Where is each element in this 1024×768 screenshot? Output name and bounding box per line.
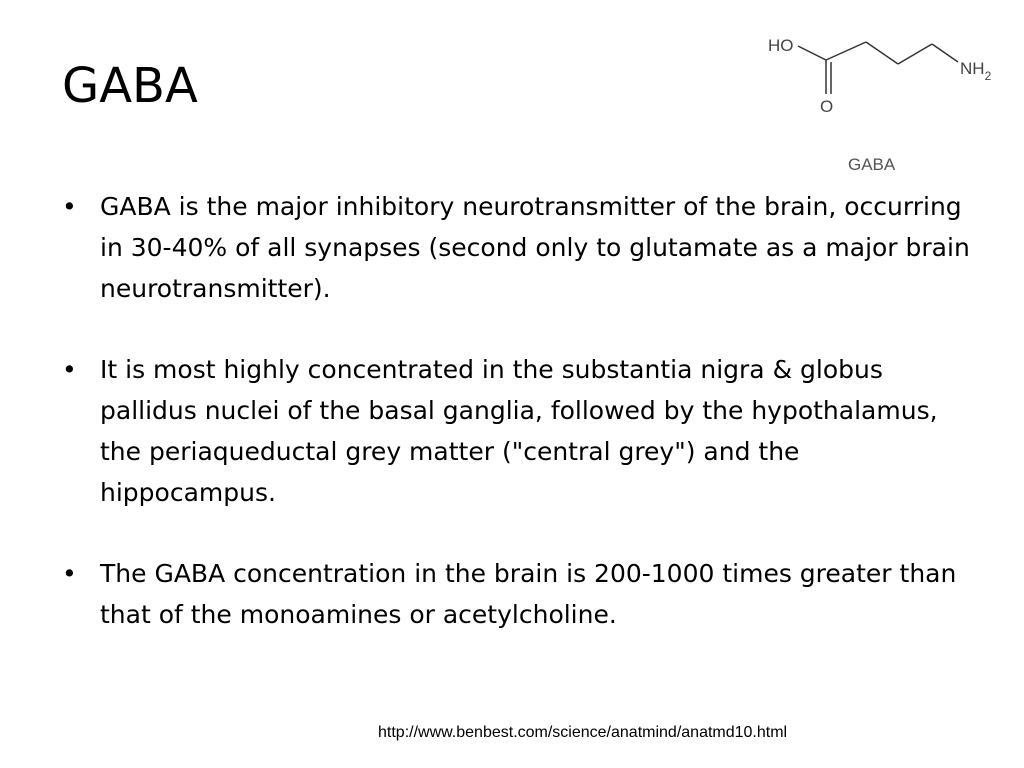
bond-c1-c2 — [826, 42, 866, 60]
ho-label: HO — [768, 36, 794, 55]
bullet-item — [60, 553, 980, 635]
bullet-item — [60, 349, 980, 513]
bullet-marker: • — [62, 192, 77, 221]
bullet-text: GABA is the major inhibitory neurotransmitter of the brain, occurring in 30-40% of all synapses (second only to glutamate as a major brain neurotransmitter). — [100, 192, 970, 303]
gaba-structure-diagram — [760, 24, 1010, 184]
bond-c3-c4 — [898, 44, 932, 64]
nh-label: $NH_2$ — [960, 59, 992, 83]
bullet-marker: • — [62, 559, 77, 588]
bond-c4-n — [932, 44, 958, 62]
slide-title: GABA — [62, 58, 198, 114]
bullet-text: It is most highly concentrated in the substantia nigra & globus pallidus nuclei of the basal ganglia, followed by the hypothalamus, the periaqueductal grey matter ("central grey") and the hippocampus. — [100, 355, 938, 507]
bullet-text: The GABA concentration in the brain is 200-1000 times greater than that of the monoamines or acetylcholine. — [100, 559, 957, 629]
bullet-list — [60, 186, 980, 675]
o-label: O — [820, 97, 834, 116]
bullet-item — [60, 186, 980, 309]
bond-c2-c3 — [866, 42, 898, 64]
structure-caption: GABA — [848, 155, 896, 174]
source-link[interactable]: http://www.benbest.com/science/anatmind/anatmd10.html — [378, 724, 788, 741]
gaba-structure-svg — [760, 24, 1010, 184]
bond-ho-c1 — [798, 46, 826, 60]
bullet-marker: • — [62, 355, 77, 384]
